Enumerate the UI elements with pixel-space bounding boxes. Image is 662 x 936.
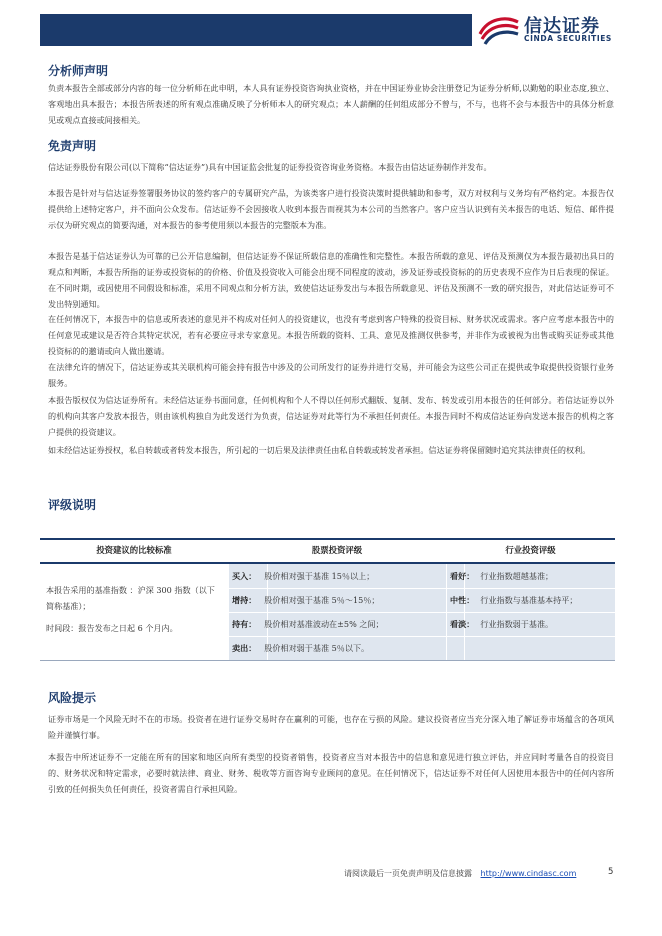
disclaimer-paragraph-3: 本报告是基于信达证券认为可靠的已公开信息编制，但信达证券不保证所载信息的准确性和完整性。本报告所载的意见、评估及预测仅为本报告最初出具日的观点和判断，本报告所指的证券或投资标的的价格、价值及投资收入可能会出现不同程度的波动，涉及证券或投资标的的历史表现不应作为日后表现的保证。在不同时期，或因使用不同假设和标准，采用不同观点和分析方法，致使信达证券发出与本报告所载意见、评估及预测不一致的研究报告，对此信达证券可不发出特别通知。 (48, 251, 614, 309)
risk-section-title: 风险提示 (48, 691, 97, 705)
logo-cn-text: 信达证券 (524, 16, 600, 37)
disclaimer-paragraph-7: 如未经信达证券授权，私自转载或者转发本报告，所引起的一切后果及法律责任由私自转载或转发者承担。信达证券将保留随时追究其法律责任的权利。 (48, 445, 591, 455)
disclaimer-paragraph-6: 本报告版权仅为信达证券所有。未经信达证券书面同意，任何机构和个人不得以任何形式翻版、复制、发布、转发或引用本报告的任何部分。若信达证券以外的机构向其客户发放本报告，则由该机构独自为此发送行为负责，信达证券对此等行为不承担任何责任。本报告同时不构成信达证券向发送本报告的机构之客户提供的投资建议。 (48, 395, 614, 437)
rating-section-title: 评级说明 (48, 498, 97, 512)
company-logo (476, 12, 646, 48)
rating-table (40, 538, 615, 662)
page-number: 5 (608, 867, 614, 877)
disclaimer-paragraph-5: 在法律允许的情况下，信达证券或其关联机构可能会持有报告中涉及的公司所发行的证券并进行交易，并可能会为这些公司正在提供或争取提供投资银行业务服务。 (48, 362, 614, 388)
stock-rating-overweight: 增持： 股价相对强于基准 5％～15％； (232, 595, 380, 605)
logo-en-text: CINDA SECURITIES (524, 34, 612, 43)
industry-rating-positive: 看好： 行业指数超越基准； (450, 571, 554, 581)
header-benchmark: 投资建议的比较标准 (96, 545, 172, 555)
period-text: 时间段：报告发布之日起 6 个月内。 (46, 623, 178, 633)
header-stock-rating: 股票投资评级 (311, 545, 363, 555)
disclaimer-paragraph-4: 在任何情况下，本报告中的信息或所表述的意见并不构成对任何人的投资建议，也没有考虑到客户特殊的投资目标、财务状况或需求。客户应考虑本报告中的任何意见或建议是否符合其特定状况，若有必要应寻求专家意见。本报告所载的资料、工具、意见及推测仅供参考，并非作为或被视为出售或购买证券或其他投资标的的邀请或向人做出邀请。 (48, 314, 614, 356)
footer-note-text: 请阅读最后一页免责声明及信息披露 (344, 869, 472, 878)
stock-rating-sell: 卖出： 股价相对弱于基准 5％以下。 (232, 643, 370, 653)
analyst-section-title: 分析师声明 (48, 64, 109, 78)
column-divider (446, 564, 447, 660)
industry-rating-negative: 看淡： 行业指数弱于基准。 (450, 619, 554, 629)
table-bottom-rule (40, 660, 615, 661)
disclaimer-section-title: 免责声明 (48, 139, 97, 153)
disclaimer-paragraph-2: 本报告是针对与信达证券签署服务协议的签约客户的专属研究产品，为该类客户进行投资决策时提供辅助和参考，双方对权利与义务均有严格约定。本报告仅提供给上述特定客户，并不面向公众发布。信达证券不会因接收人收到本报告而视其为本公司的当然客户。客户应当认识到有关本报告的电话、短信、邮件提示仅为研究观点的简要沟通，对本报告的参考使用须以本报告的完整版本为准。 (48, 188, 614, 230)
footer-note (344, 868, 576, 879)
industry-rating-neutral: 中性： 行业指数与基准基本持平； (450, 595, 578, 605)
stock-rating-hold: 持有： 股价相对基准波动在±5% 之间； (232, 619, 384, 629)
header-bar (40, 14, 472, 46)
column-divider (228, 564, 229, 660)
table-top-rule (40, 538, 615, 540)
risk-paragraph-2: 本报告中所述证券不一定能在所有的国家和地区向所有类型的投资者销售，投资者应当对本报告中的信息和意见进行独立评估，并应同时考量各自的投资目的、财务状况和特定需求，必要时就法律、商业、财务、税收等方面咨询专业顾问的意见。在任何情况下，信达证券不对任何人因使用本报告中的任何内容所引致的任何损失负任何责任，投资者需自行承担风险。 (48, 752, 614, 794)
disclaimer-paragraph-1: 信达证券股份有限公司(以下简称“信达证券”)具有中国证监会批复的证券投资咨询业务资格。本报告由信达证券制作并发布。 (48, 162, 492, 172)
stock-rating-buy: 买入： 股价相对强于基准 15％以上； (232, 571, 375, 581)
benchmark-text: 本报告采用的基准指数 ：沪深 300 指数（以下简称基准）； (46, 585, 215, 611)
analyst-statement: 负责本报告全部或部分内容的每一位分析师在此申明，本人具有证券投资咨询执业资格，并在中国证券业协会注册登记为证券分析师,以勤勉的职业态度,独立、客观地出具本报告；本报告所表述的所有观点准确反映了分析师本人的研究观点；本人薪酬的任何组成部分不曾与，不与，也将不会与本报告中的具体分析意见或观点直接或间接相关。 (48, 83, 614, 125)
cinda-logo-icon (476, 12, 522, 48)
header-industry-rating: 行业投资评级 (505, 545, 556, 555)
risk-paragraph-1: 证券市场是一个风险无时不在的市场。投资者在进行证券交易时存在赢利的可能，也存在亏损的风险。建议投资者应当充分深入地了解证券市场蕴含的各项风险并谨慎行事。 (48, 714, 614, 740)
website-link[interactable]: http://www.cindasc.com (480, 869, 577, 878)
